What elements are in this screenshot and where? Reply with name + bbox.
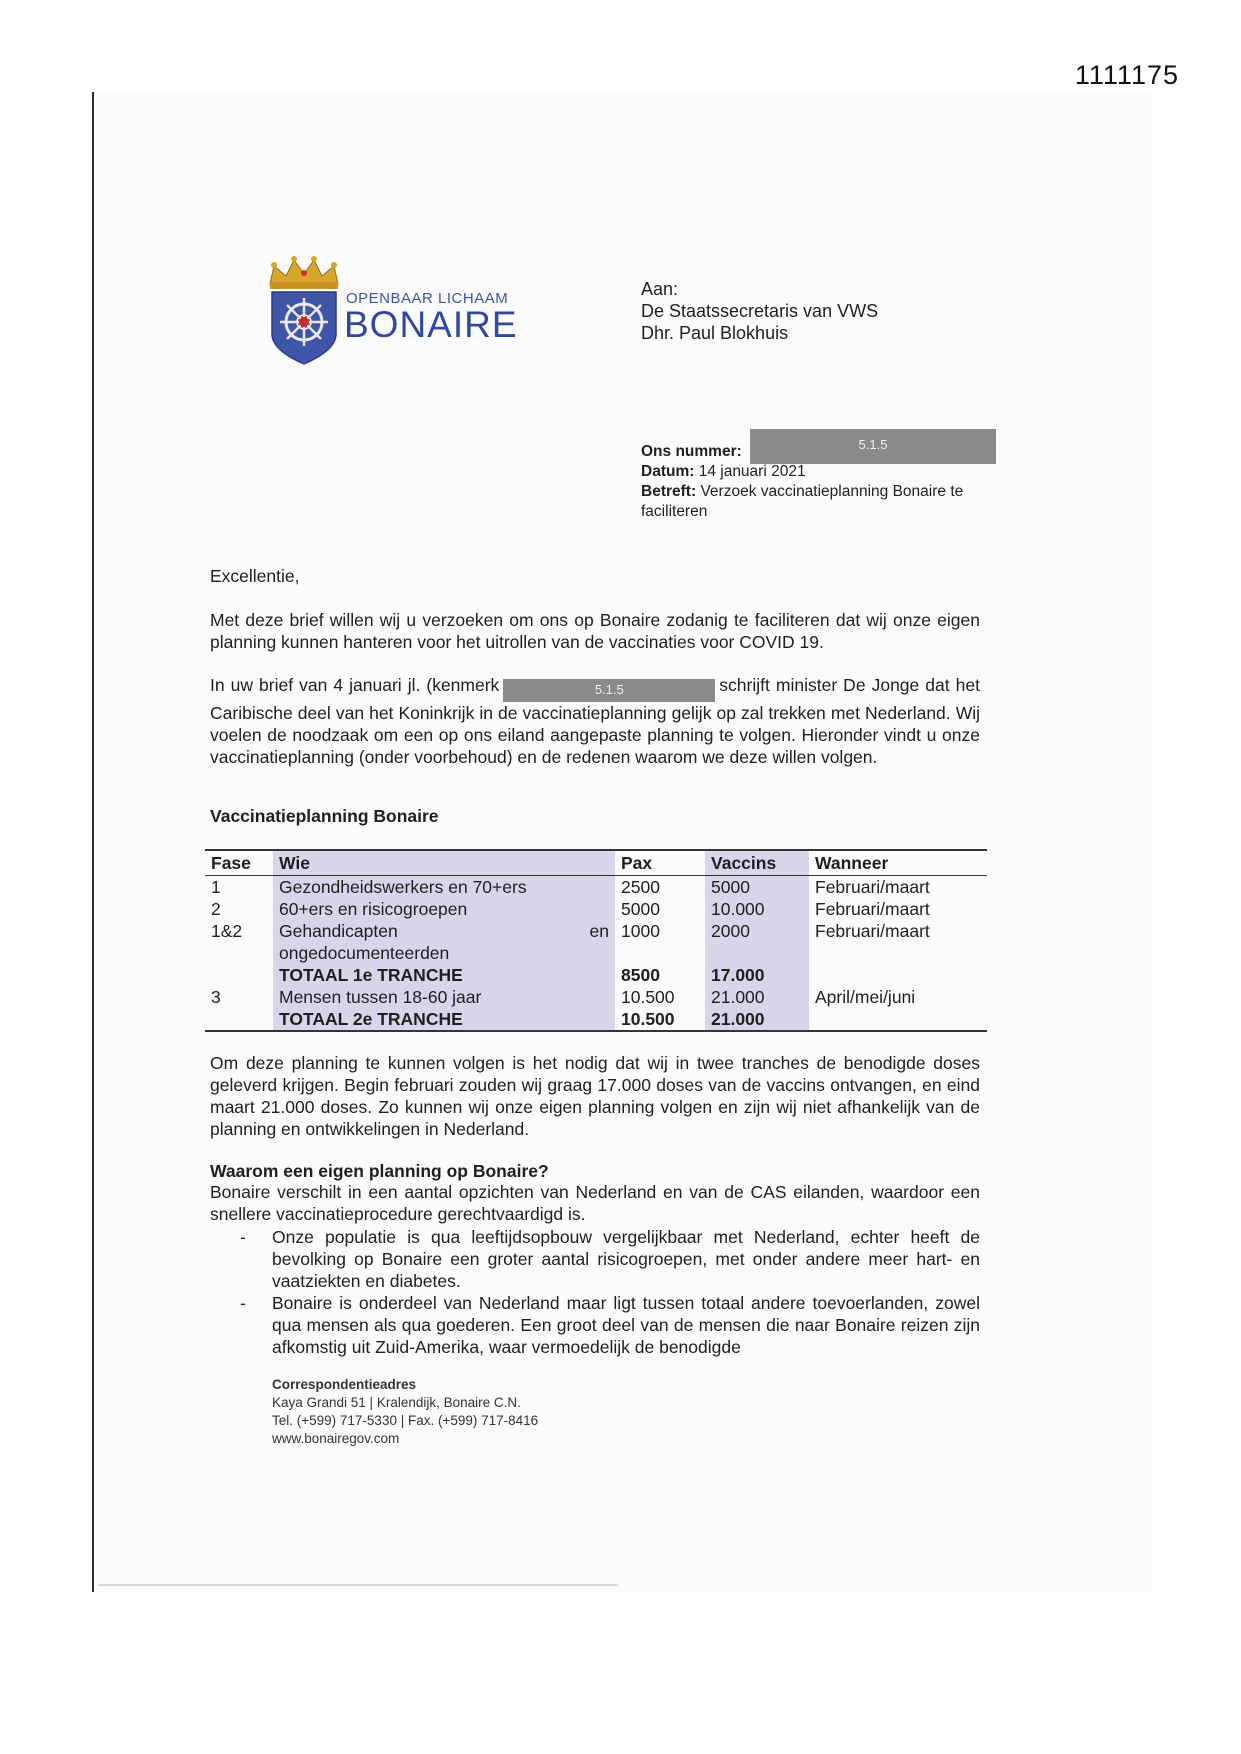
cell-wie-part-b: en <box>589 921 609 941</box>
table-row <box>205 986 987 1008</box>
paragraph-2-after: schrijft minister De Jonge dat het Caribische deel van het Koninkrijk in de vaccinatieplanning gelijk op zal trekken met Nederland. Wij voelen de noodzaak om een op ons eiland aangepaste planning te volgen. Hieronder vindt u onze vaccinatieplanning (onder voorbehoud) en de redenen waarom we deze willen volgen. <box>210 675 980 767</box>
cell-vaccins: 21.000 <box>705 986 809 1008</box>
reasons-list <box>240 1226 980 1358</box>
table-row-total <box>205 1008 987 1031</box>
cell-fase: 2 <box>211 899 221 919</box>
list-item-text: Onze populatie is qua leeftijdsopbouw vergelijkbaar met Nederland, echter heeft de bevolking op Bonaire een groter aantal risicogroepen, met onder andere meer hart- en vaatziekten en diabetes. <box>272 1227 980 1291</box>
datum-label: Datum: <box>641 463 695 480</box>
cell-vaccins: 2000 <box>705 920 809 964</box>
salutation: Excellentie, <box>210 566 300 586</box>
paragraph-2-before: In uw brief van 4 januari jl. (kenmerk <box>210 675 500 695</box>
scanned-page <box>92 92 1152 1592</box>
cell-pax: 1000 <box>621 921 660 941</box>
addressee-line1: De Staatssecretaris van VWS <box>641 301 879 321</box>
paragraph-1: Met deze brief willen wij u verzoeken om ons op Bonaire zodanig te faciliteren dat wij onze eigen planning kunnen hanteren voor het uitrollen van de vaccinaties voor COVID 19. <box>210 610 980 652</box>
bullet-dash: - <box>240 1227 246 1247</box>
cell-wanneer <box>809 1008 987 1031</box>
cell-pax: 10.500 <box>621 987 675 1007</box>
letter-meta <box>641 442 991 522</box>
cell-vaccins: 17.000 <box>705 964 809 986</box>
header-pax: Pax <box>615 850 705 876</box>
cell-fase <box>205 1008 273 1031</box>
cell-wanneer <box>809 964 987 986</box>
cell-fase: 1&2 <box>211 921 243 941</box>
cell-wanneer: April/mei/juni <box>815 987 916 1007</box>
cell-wanneer: Februari/maart <box>815 899 930 919</box>
table-row <box>205 876 987 899</box>
table-header-row <box>205 850 987 876</box>
cell-pax: 5000 <box>621 899 660 919</box>
table-row <box>205 920 987 964</box>
betreft-value: Verzoek vaccinatieplanning Bonaire te faciliteren <box>641 483 964 520</box>
correspondence-title: Correspondentieadres <box>272 1377 417 1392</box>
cell-wie: 60+ers en risicogroepen <box>273 898 615 920</box>
cell-vaccins: 21.000 <box>705 1008 809 1031</box>
datum-value: 14 januari 2021 <box>698 463 806 480</box>
header-fase: Fase <box>205 850 273 876</box>
cell-fase: 1 <box>211 877 221 897</box>
cell-fase: 3 <box>211 987 221 1007</box>
table-row <box>205 898 987 920</box>
paragraph-3: Om deze planning te kunnen volgen is het nodig dat wij in twee tranches de benodigde doses geleverd krijgen. Begin februari zouden wij graag 17.000 doses van de vaccins ontvangen, en eind maart 21.000 doses. Zo kunnen wij onze eigen planning volgen en zijn wij niet afhankelijk van de planning en ontwikkelingen in Nederland. <box>210 1053 980 1139</box>
addressee-block <box>641 278 878 344</box>
scan-edge-line <box>98 1584 618 1586</box>
list-item-text: Bonaire is onderdeel van Nederland maar ligt tussen totaal andere toevoerlanden, zowel qua mensen als qua goederen. Een groot deel van de mensen die naar Bonaire reizen zijn afkomstig uit Zuid-Amerika, waar vermoedelijk de benodigde <box>272 1293 980 1357</box>
list-item <box>240 1292 980 1358</box>
table-heading: Vaccinatieplanning Bonaire <box>210 806 439 826</box>
cell-wanneer: Februari/maart <box>815 877 930 897</box>
cell-wie-part-a: Gehandicapten <box>279 921 398 941</box>
cell-wie: Mensen tussen 18-60 jaar <box>273 986 615 1008</box>
document-number: 1111175 <box>1074 60 1179 90</box>
cell-wanneer: Februari/maart <box>815 921 930 941</box>
header-wanneer: Wanneer <box>809 850 987 876</box>
addressee-line2: Dhr. Paul Blokhuis <box>641 323 789 343</box>
correspondence-address-line: Kaya Grandi 51 | Kralendijk, Bonaire C.N. <box>272 1395 521 1410</box>
cell-pax: 8500 <box>621 965 660 985</box>
cell-vaccins: 5000 <box>705 876 809 899</box>
cell-wie-part-c: ongedocumenteerden <box>279 943 450 963</box>
cell-pax: 10.500 <box>615 1008 705 1031</box>
logo-name: BONAIRE <box>344 304 518 345</box>
cell-wie <box>273 920 615 964</box>
cell-vaccins: 10.000 <box>705 898 809 920</box>
correspondence-web: www.bonairegov.com <box>272 1431 400 1446</box>
cell-wie: TOTAAL 1e TRANCHE <box>273 964 615 986</box>
betreft-label: Betreft: <box>641 483 697 500</box>
cell-wie: TOTAAL 2e TRANCHE <box>273 1008 615 1031</box>
bonaire-logo <box>264 254 518 374</box>
header-wie: Wie <box>273 850 615 876</box>
list-item <box>240 1226 980 1292</box>
correspondence-address <box>272 1376 538 1448</box>
header-vaccins: Vaccins <box>705 850 809 876</box>
heading-2: Waarom een eigen planning op Bonaire? <box>210 1161 549 1181</box>
redaction-ons-nummer: 5.1.5 <box>750 429 996 464</box>
cell-fase <box>205 964 273 986</box>
ons-nummer-label: Ons nummer: <box>641 443 742 460</box>
redaction-kenmerk: 5.1.5 <box>503 679 715 702</box>
table-row-total <box>205 964 987 986</box>
paragraph-4: Bonaire verschilt in een aantal opzichten van Nederland en van de CAS eilanden, waardoor een snellere vaccinatieprocedure gerechtvaardigd is. <box>210 1182 980 1224</box>
cell-wie: Gezondheidswerkers en 70+ers <box>273 876 615 899</box>
logo-subtitle: OPENBAAR LICHAAM <box>346 290 509 307</box>
paragraph-2 <box>210 674 980 768</box>
vaccination-table <box>205 849 987 1032</box>
correspondence-phone: Tel. (+599) 717-5330 | Fax. (+599) 717-8416 <box>272 1413 539 1428</box>
cell-pax: 2500 <box>621 877 660 897</box>
addressee-label: Aan: <box>641 279 679 299</box>
crown-shield-emblem-icon <box>264 254 344 369</box>
bullet-dash: - <box>240 1293 246 1313</box>
